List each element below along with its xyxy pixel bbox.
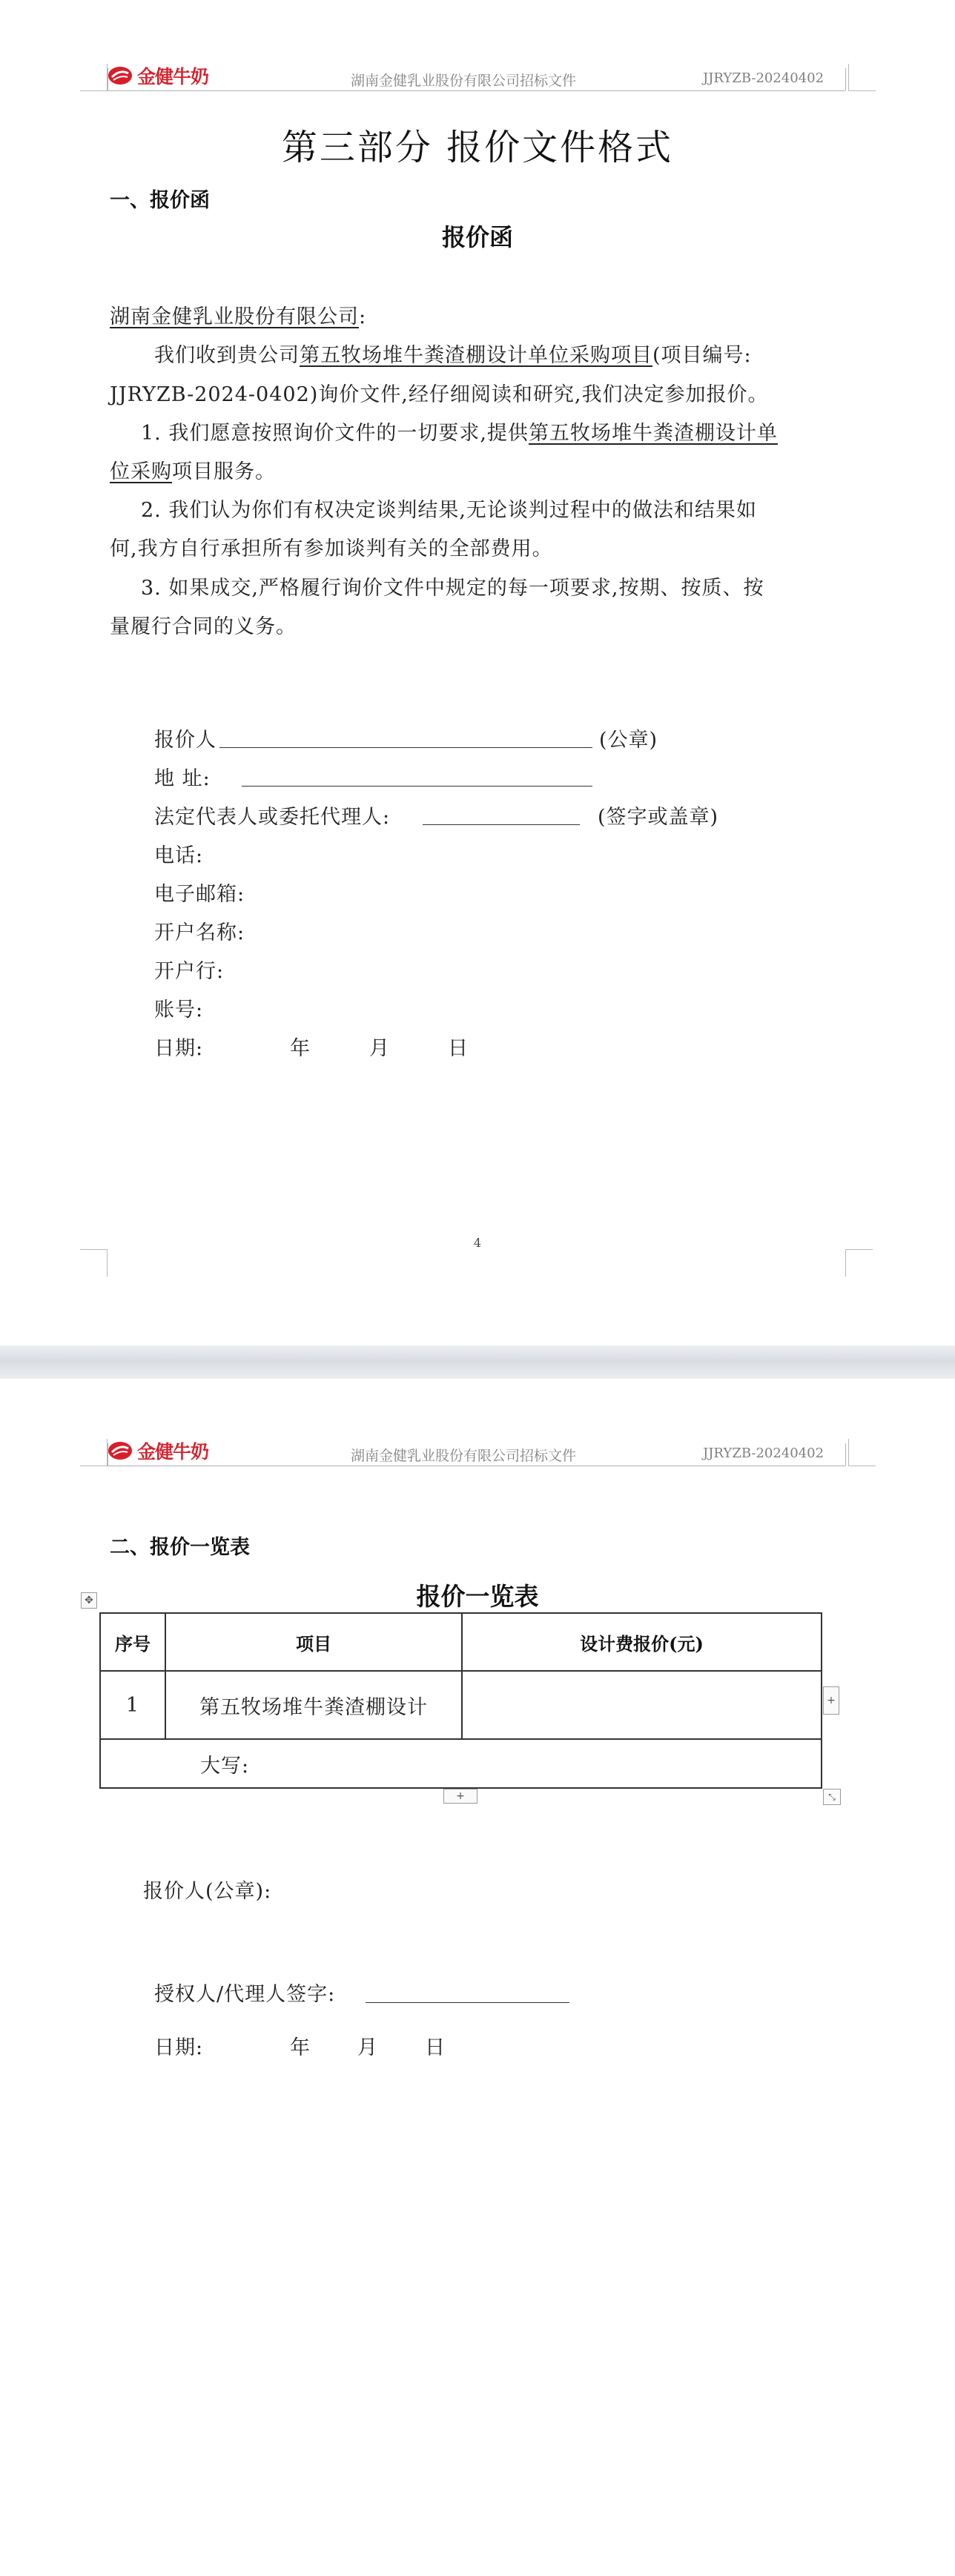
addressee-name: 湖南金健乳业股份有限公司	[110, 305, 359, 328]
item-1-line-1	[141, 417, 778, 446]
phone-label: 电话:	[154, 844, 204, 867]
add-column-handle[interactable]: +	[823, 1686, 839, 1715]
item1-project-a: 第五牧场堆牛粪渣棚设计单	[528, 422, 778, 445]
crop-mark-bottom-right	[845, 1249, 873, 1277]
addressee	[110, 300, 366, 329]
logo-text-2: 金健牛奶	[137, 1441, 209, 1463]
date-year-2: 年	[290, 2036, 311, 2059]
row-item: 第五牧场堆牛粪渣棚设计	[165, 1671, 462, 1739]
page-gap	[0, 1345, 955, 1379]
item1-text-a: 1. 我们愿意按照询价文件的一切要求,提供	[141, 422, 529, 445]
header-tick-right	[845, 68, 846, 90]
capital-cell[interactable]: 大写:	[100, 1739, 822, 1788]
date-label-2: 日期:	[154, 2036, 204, 2059]
row-price[interactable]	[462, 1671, 822, 1739]
header-rule	[108, 90, 845, 91]
date-month-2: 月	[357, 2036, 378, 2059]
account-name-label: 开户名称:	[154, 921, 245, 944]
date-year: 年	[290, 1037, 311, 1060]
addressee-colon: :	[359, 305, 367, 328]
account-no-label: 账号:	[154, 999, 204, 1022]
item-3-line-1: 3. 如果成交,严格履行询价文件中规定的每一项要求,按期、按质、按	[141, 577, 764, 600]
address-blank-line	[242, 786, 592, 787]
header-logo-2	[108, 1437, 208, 1464]
logo-text: 金健牛奶	[137, 66, 209, 87]
paragraph-1-line-2: JJRYZB-2024-0402)询价文件,经仔细阅读和研究,我们决定参加报价。	[110, 383, 769, 406]
brand-logo-icon	[108, 66, 133, 85]
crop-mark-top-right-2	[848, 1439, 876, 1466]
item-2-line-1: 2. 我们认为你们有权决定谈判结果,无论谈判过程中的做法和结果如	[141, 499, 757, 522]
address-label: 地 址:	[154, 767, 211, 790]
header-tick-right-2	[845, 1443, 846, 1466]
part-title: 第三部分 报价文件格式	[281, 127, 674, 168]
bidder-label: 报价人	[154, 729, 217, 752]
item-2-line-2: 何,我方自行承担所有参加谈判有关的全部费用。	[110, 537, 553, 560]
date-day-2: 日	[425, 2036, 446, 2059]
table-row	[100, 1671, 822, 1739]
bidder-blank-line	[219, 747, 592, 748]
brand-logo-icon	[108, 1441, 133, 1460]
header-title-2: 湖南金健乳业股份有限公司招标文件	[351, 1448, 577, 1464]
item1-project-b: 位采购	[110, 460, 172, 483]
table-capital-row	[100, 1739, 822, 1788]
bank-label: 开户行:	[154, 960, 225, 983]
legal-rep-blank-line	[423, 824, 580, 825]
table-resize-handle[interactable]: ⤡	[823, 1789, 841, 1805]
agent-sign-label: 授权人/代理人签字:	[154, 1983, 336, 2006]
section-heading-1: 一、报价函	[110, 189, 210, 212]
email-label: 电子邮箱:	[154, 883, 245, 906]
header-cell-price: 设计费报价(元)	[462, 1613, 822, 1671]
table-header-row	[100, 1613, 822, 1671]
add-row-handle[interactable]: +	[443, 1789, 478, 1804]
page-number: 4	[473, 1236, 482, 1250]
crop-mark-top-left-2	[80, 1439, 108, 1466]
seal-note: (公章)	[599, 729, 658, 752]
table-move-handle[interactable]: ✥	[81, 1592, 97, 1609]
crop-mark-top-left	[80, 64, 108, 91]
crop-mark-bottom-left	[80, 1249, 108, 1277]
legal-rep-label: 法定代表人或委托代理人:	[154, 806, 391, 829]
letter-title: 报价函	[441, 223, 513, 251]
bidder-seal-label: 报价人(公章):	[143, 1880, 272, 1903]
header-cell-item: 项目	[165, 1613, 462, 1671]
section-heading-2: 二、报价一览表	[110, 1536, 250, 1559]
p1-text-b: (项目编号:	[652, 344, 752, 367]
item1-text-b: 项目服务。	[172, 460, 276, 483]
row-no: 1	[100, 1671, 165, 1739]
quote-table	[99, 1612, 822, 1789]
header-title: 湖南金健乳业股份有限公司招标文件	[351, 73, 577, 89]
header-code-2: JJRYZB-20240402	[703, 1446, 825, 1461]
paragraph-1-line-1	[154, 339, 752, 368]
agent-sign-blank-line	[366, 2002, 569, 2003]
header-logo	[108, 62, 208, 89]
table-title: 报价一览表	[416, 1582, 539, 1611]
p1-text-a: 我们收到贵公司	[154, 344, 300, 367]
item-1-line-2	[110, 455, 276, 484]
date-label: 日期:	[154, 1037, 204, 1060]
item-3-line-2: 量履行合同的义务。	[110, 615, 297, 638]
p1-project-name: 第五牧场堆牛粪渣棚设计单位采购项目	[300, 344, 652, 367]
document-page-2	[0, 1379, 955, 2576]
crop-mark-top-right	[848, 64, 876, 91]
header-cell-no: 序号	[100, 1613, 165, 1671]
header-code: JJRYZB-20240402	[703, 70, 825, 86]
sign-note: (签字或盖章)	[598, 806, 719, 829]
date-month: 月	[369, 1037, 390, 1060]
date-day: 日	[448, 1037, 469, 1060]
